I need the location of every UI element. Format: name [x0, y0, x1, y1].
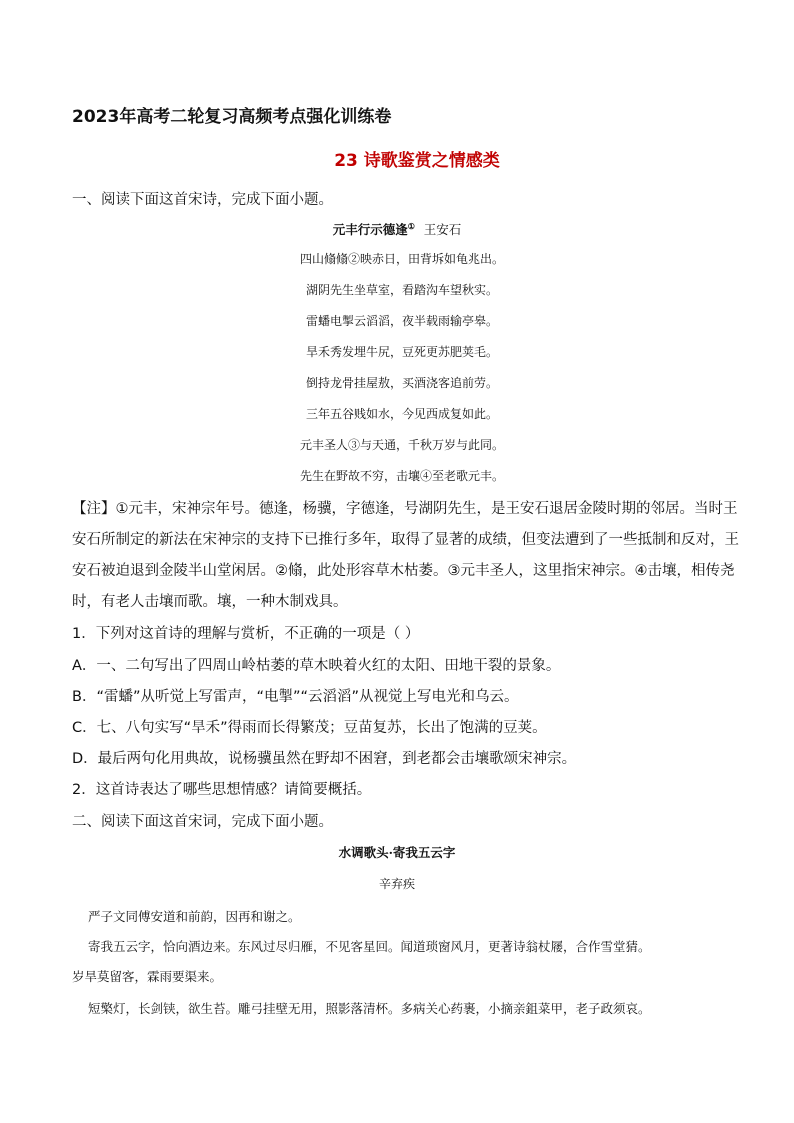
document-title: 2023年高考二轮复习高频考点强化训练卷 [72, 107, 392, 127]
poem-line-text: 倒持龙骨挂屋敖，买酒浇客追前劳。 [305, 376, 498, 390]
poem-line-text: 旱禾秀发埋牛尻，豆死更苏肥荚毛。 [305, 345, 498, 359]
poem-line [0, 405, 794, 422]
ci-paragraph-1-line-1: 寄我五云字，恰向酒边来。东风过尽归雁，不见客星回。闻道琐窗风月，更著诗翁杖屦，合作雪堂猜。 [88, 939, 651, 954]
question-2: 2．这首诗表达了哪些思想情感？请简要概括。 [72, 782, 372, 798]
question-1: 1．下列对这首诗的理解与赏析，不正确的一项是（ ） [72, 626, 420, 642]
poem-line [0, 436, 794, 453]
poem-line [0, 467, 794, 484]
poem-line-text: 先生在野故不穷，击壤④至老歌元丰。 [299, 469, 504, 483]
poem-line-text: 元丰圣人③与天通，千秋万岁与此同。 [299, 438, 504, 452]
section2-heading: 二、阅读下面这首宋词，完成下面小题。 [72, 814, 333, 830]
section1-heading: 一、阅读下面这首宋诗，完成下面小题。 [72, 192, 333, 208]
poem-line-text: 三年五谷贱如水，今见西成复如此。 [305, 407, 498, 421]
poem-line-text: 湖阴先生坐草室，看踏沟车望秋实。 [305, 283, 498, 297]
poem-author: 王安石 [423, 222, 462, 237]
poem-note-mark: ① [407, 220, 415, 231]
option-d: D．最后两句化用典故，说杨骥虽然在野却不困窘，到老都会击壤歌颂宋神宗。 [72, 751, 577, 767]
poem-title: 元丰行示德逢 [332, 222, 408, 237]
ci-title: 水调歌头·寄我五云字 [338, 845, 456, 860]
option-b: B．“雷蟠”从听觉上写雷声，“电掣”“云滔滔”从视觉上写电光和乌云。 [72, 689, 519, 705]
note-line: 安石所制定的新法在宋神宗的支持下已推行多年，取得了显著的成绩，但变法遭到了一些抵制和反对，王 [72, 532, 739, 548]
ci-paragraph-2-line-1: 短檠灯，长剑铗，欲生苔。雕弓挂壁无用，照影落清杯。多病关心药裹，小摘亲鉏菜甲，老子政须哀。 [88, 1001, 651, 1016]
poem-line [0, 312, 794, 329]
poem-line-text: 雷蟠电掣云滔滔，夜半载雨输亭皋。 [305, 314, 498, 328]
section-subtitle [0, 146, 794, 171]
note-line: 安石被迫退到金陵半山堂闲居。②翛，此处形容草木枯萎。③元丰圣人，这里指宋神宗。④击壤，相传尧 [72, 563, 735, 579]
note-line: 时，有老人击壤而歌。壤，一种木制戏具。 [72, 594, 348, 610]
option-c: C．七、八句实写“旱禾”得雨而长得繁茂；豆苗复苏，长出了饱满的豆荚。 [72, 720, 547, 736]
option-a: A．一、二句写出了四周山岭枯萎的草木映着火红的太阳、田地干裂的景象。 [72, 658, 561, 674]
section-subtitle-text: 23 诗歌鉴赏之情感类 [334, 151, 500, 171]
poem-line [0, 250, 794, 267]
poem-line [0, 343, 794, 360]
ci-paragraph-1-line-2: 岁旱莫留客，霖雨要渠来。 [72, 969, 223, 984]
poem-line [0, 374, 794, 391]
poem-title-line [0, 220, 794, 238]
poem-line [0, 281, 794, 298]
ci-preface: 严子文同傅安道和前韵，因再和谢之。 [88, 909, 301, 924]
note-line: 【注】①元丰，宋神宗年号。德逢，杨骥，字德逢，号湖阴先生，是王安石退居金陵时期的邻居。当时王 [72, 501, 738, 517]
ci-author: 辛弃疾 [378, 877, 415, 891]
poem-line-text: 四山翛翛②映赤日，田背坼如龟兆出。 [299, 252, 504, 266]
